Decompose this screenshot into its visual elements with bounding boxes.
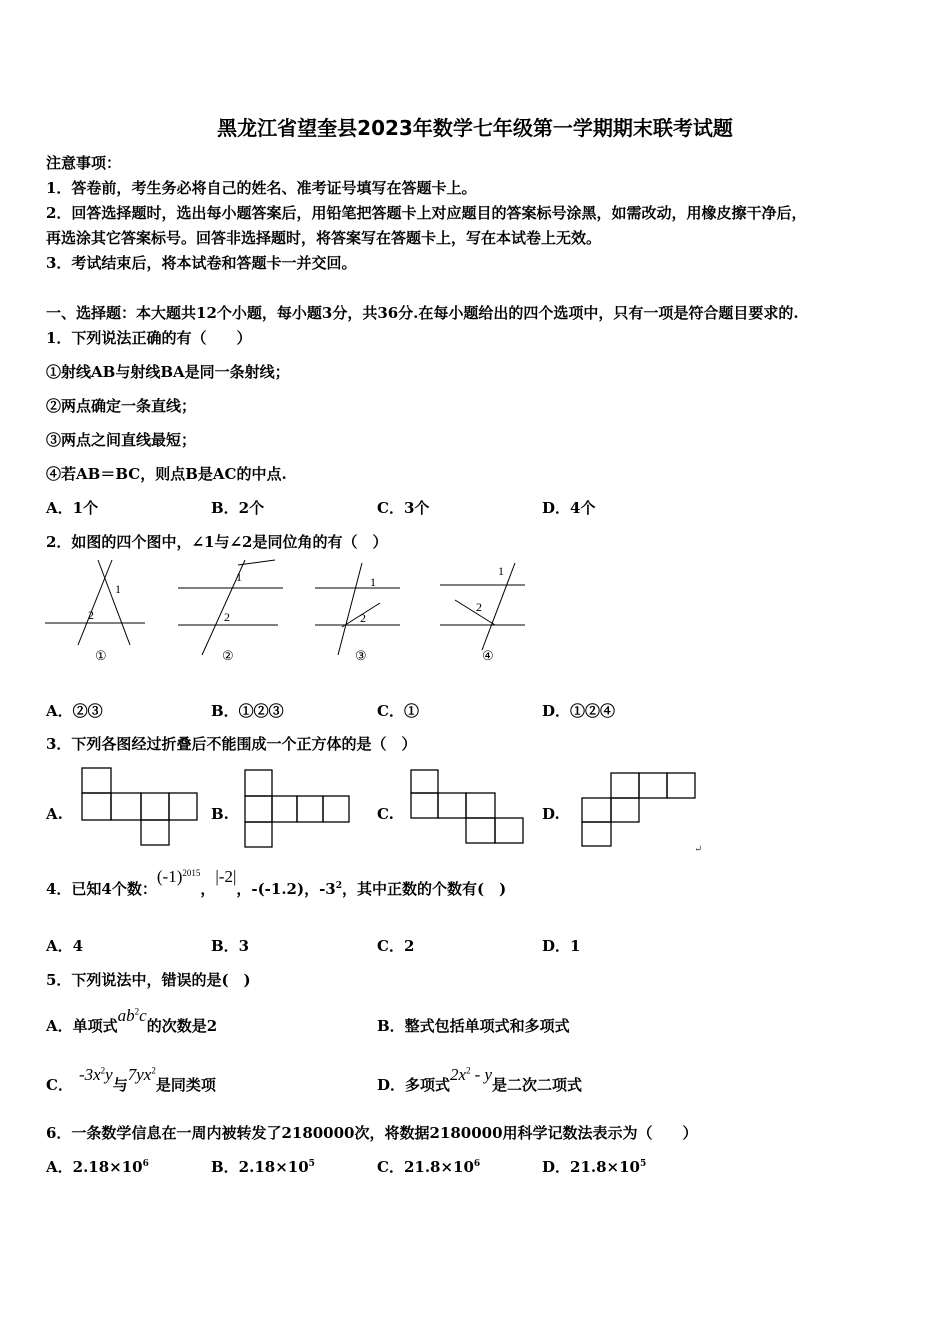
figure-1: [45, 560, 145, 645]
q1-stem: 1．下列说法正确的有（ ）: [46, 329, 252, 347]
figure-label: ①: [95, 648, 107, 663]
q4-option-b[interactable]: B．3: [211, 937, 250, 955]
q4-option-c[interactable]: C．2: [377, 937, 415, 955]
net-a: [82, 768, 197, 845]
angle-2-label: 2: [360, 611, 366, 625]
q5-a-text: 的次数是2: [146, 1017, 218, 1035]
q5-c-math2: 7yx: [127, 1065, 152, 1084]
q4-term-1-exp: 2015: [182, 868, 201, 878]
q3-option-c[interactable]: C.: [377, 805, 394, 823]
q5-c-exp1: 2: [100, 1065, 106, 1076]
angle-1-label: 1: [115, 582, 121, 596]
q4-term-2: |-2|: [215, 867, 237, 886]
q3-option-a[interactable]: A.: [46, 805, 63, 823]
angle-1-label: 1: [236, 570, 242, 584]
q5-a-label: A．单项式: [46, 1017, 118, 1035]
q4-stem: [46, 867, 507, 899]
q6-b-exp: 5: [308, 1159, 315, 1169]
q5-option-d[interactable]: [377, 1065, 583, 1095]
q5-option-b[interactable]: B．整式包括单项式和多项式: [377, 1017, 570, 1035]
q5-d-math2: - y: [474, 1065, 493, 1084]
figure-label: ④: [482, 648, 494, 663]
q4-rest-exp: 2: [335, 881, 343, 891]
angle-1-label: 1: [370, 575, 376, 589]
q5-d-text: 是二次二项式: [492, 1076, 583, 1094]
note-item: 3．考试结束后，将本试卷和答题卡一并交回。: [46, 254, 357, 272]
q1-option-d[interactable]: D．4个: [542, 499, 596, 517]
q5-stem: 5．下列说法中，错误的是( ): [46, 971, 251, 989]
q3-stem: 3．下列各图经过折叠后不能围成一个正方体的是（ ）: [46, 735, 417, 753]
q6-b-base: B．2.18×10: [211, 1158, 309, 1176]
q3-option-b[interactable]: B.: [211, 805, 229, 823]
q6-d-exp: 5: [639, 1159, 647, 1169]
q6-a-base: A．2.18×10: [46, 1158, 143, 1176]
return-mark: ↵: [694, 844, 703, 855]
q5-c-mid: 与: [112, 1076, 128, 1094]
net-c: [411, 770, 523, 843]
net-d: [582, 773, 695, 846]
q4-rest: ，-(-1.2)，-3: [236, 880, 336, 898]
q5-c-exp2: 2: [151, 1065, 156, 1076]
q6-stem: 6．一条数学信息在一周内被转发了2180000次，将数据2180000用科学记数法表示为（ ）: [46, 1124, 698, 1142]
q6-a-exp: 6: [142, 1159, 149, 1169]
angle-2-label: 2: [476, 600, 482, 614]
q1-statement: ④若AB＝BC，则点B是AC的中点.: [46, 465, 287, 483]
q6-option-b[interactable]: [211, 1156, 315, 1177]
angle-2-label: 2: [88, 608, 94, 622]
q5-a-math2: c: [139, 1006, 147, 1025]
q4-prefix: 4．已知4个数：: [46, 880, 157, 898]
q5-c-math1: -3x: [78, 1065, 101, 1084]
q6-d-base: D．21.8×10: [542, 1158, 640, 1176]
figure-label: ③: [355, 648, 367, 663]
note-item: 再选涂其它答案标号。回答非选择题时，将答案写在答题卡上，写在本试卷上无效。: [46, 229, 602, 247]
net-b: [245, 770, 349, 847]
q4-option-a[interactable]: A．4: [46, 937, 84, 955]
q6-c-base: C．21.8×10: [377, 1158, 474, 1176]
note-item: 1．答卷前，考生务必将自己的姓名、准考证号填写在答题卡上。: [46, 179, 477, 197]
q5-d-math: 2x: [450, 1065, 467, 1084]
q5-c-text: 是同类项: [155, 1076, 216, 1094]
q5-a-math: ab: [117, 1006, 135, 1025]
q1-statement: ①射线AB与射线BA是同一条射线；: [46, 363, 290, 381]
q2-figures: [40, 555, 540, 670]
figure-2: [178, 560, 283, 655]
angle-2-label: 2: [224, 610, 230, 624]
page-title: 黑龙江省望奎县2023年数学七年级第一学期期末联考试题: [217, 116, 733, 140]
q5-d-label: D．多项式: [377, 1076, 451, 1094]
q2-option-d[interactable]: D．①②④: [542, 702, 616, 720]
q4-option-d[interactable]: D．1: [542, 937, 581, 955]
q1-statement: ②两点确定一条直线；: [46, 397, 197, 415]
q4-comma: ，: [200, 880, 216, 898]
q2-option-c[interactable]: C．①: [377, 702, 419, 720]
angle-1-label: 1: [498, 564, 504, 578]
q5-a-exp: 2: [134, 1006, 140, 1017]
q2-stem: 2．如图的四个图中，∠1与∠2是同位角的有（ ）: [46, 533, 388, 551]
notes-heading: 注意事项：: [46, 154, 122, 172]
section-heading: 一、选择题：本大题共12个小题，每小题3分，共36分.在每小题给出的四个选项中，只有一项是符合题目要求的.: [46, 304, 799, 322]
q2-option-a[interactable]: A．②③: [46, 702, 103, 720]
q4-term-1: (-1): [156, 867, 183, 886]
q4-suffix: ，其中正数的个数有( ): [342, 880, 507, 898]
q1-statement: ③两点之间直线最短；: [46, 431, 197, 449]
q3-nets: [0, 760, 720, 860]
q5-c-math1b: y: [105, 1065, 113, 1084]
q6-option-a[interactable]: [46, 1156, 149, 1177]
q1-option-a[interactable]: A．1个: [46, 499, 99, 517]
q5-c-label: C．: [46, 1076, 73, 1094]
q6-option-d[interactable]: [542, 1156, 646, 1177]
q5-d-exp: 2: [466, 1065, 471, 1076]
q5-option-a[interactable]: [46, 1006, 218, 1036]
q2-option-b[interactable]: B．①②③: [211, 702, 284, 720]
note-item: 2．回答选择题时，选出每小题答案后，用铅笔把答题卡上对应题目的答案标号涂黑，如需改动，用橡皮擦干净后，: [46, 204, 807, 222]
q5-option-c[interactable]: [46, 1065, 216, 1095]
figure-label: ②: [222, 648, 234, 663]
q1-option-c[interactable]: C．3个: [377, 499, 430, 517]
q1-option-b[interactable]: B．2个: [211, 499, 265, 517]
q6-option-c[interactable]: [377, 1156, 480, 1177]
figure-3: [315, 563, 400, 655]
q6-c-exp: 6: [473, 1159, 481, 1169]
figure-4: [440, 563, 525, 650]
q3-option-d[interactable]: D.: [542, 805, 560, 823]
